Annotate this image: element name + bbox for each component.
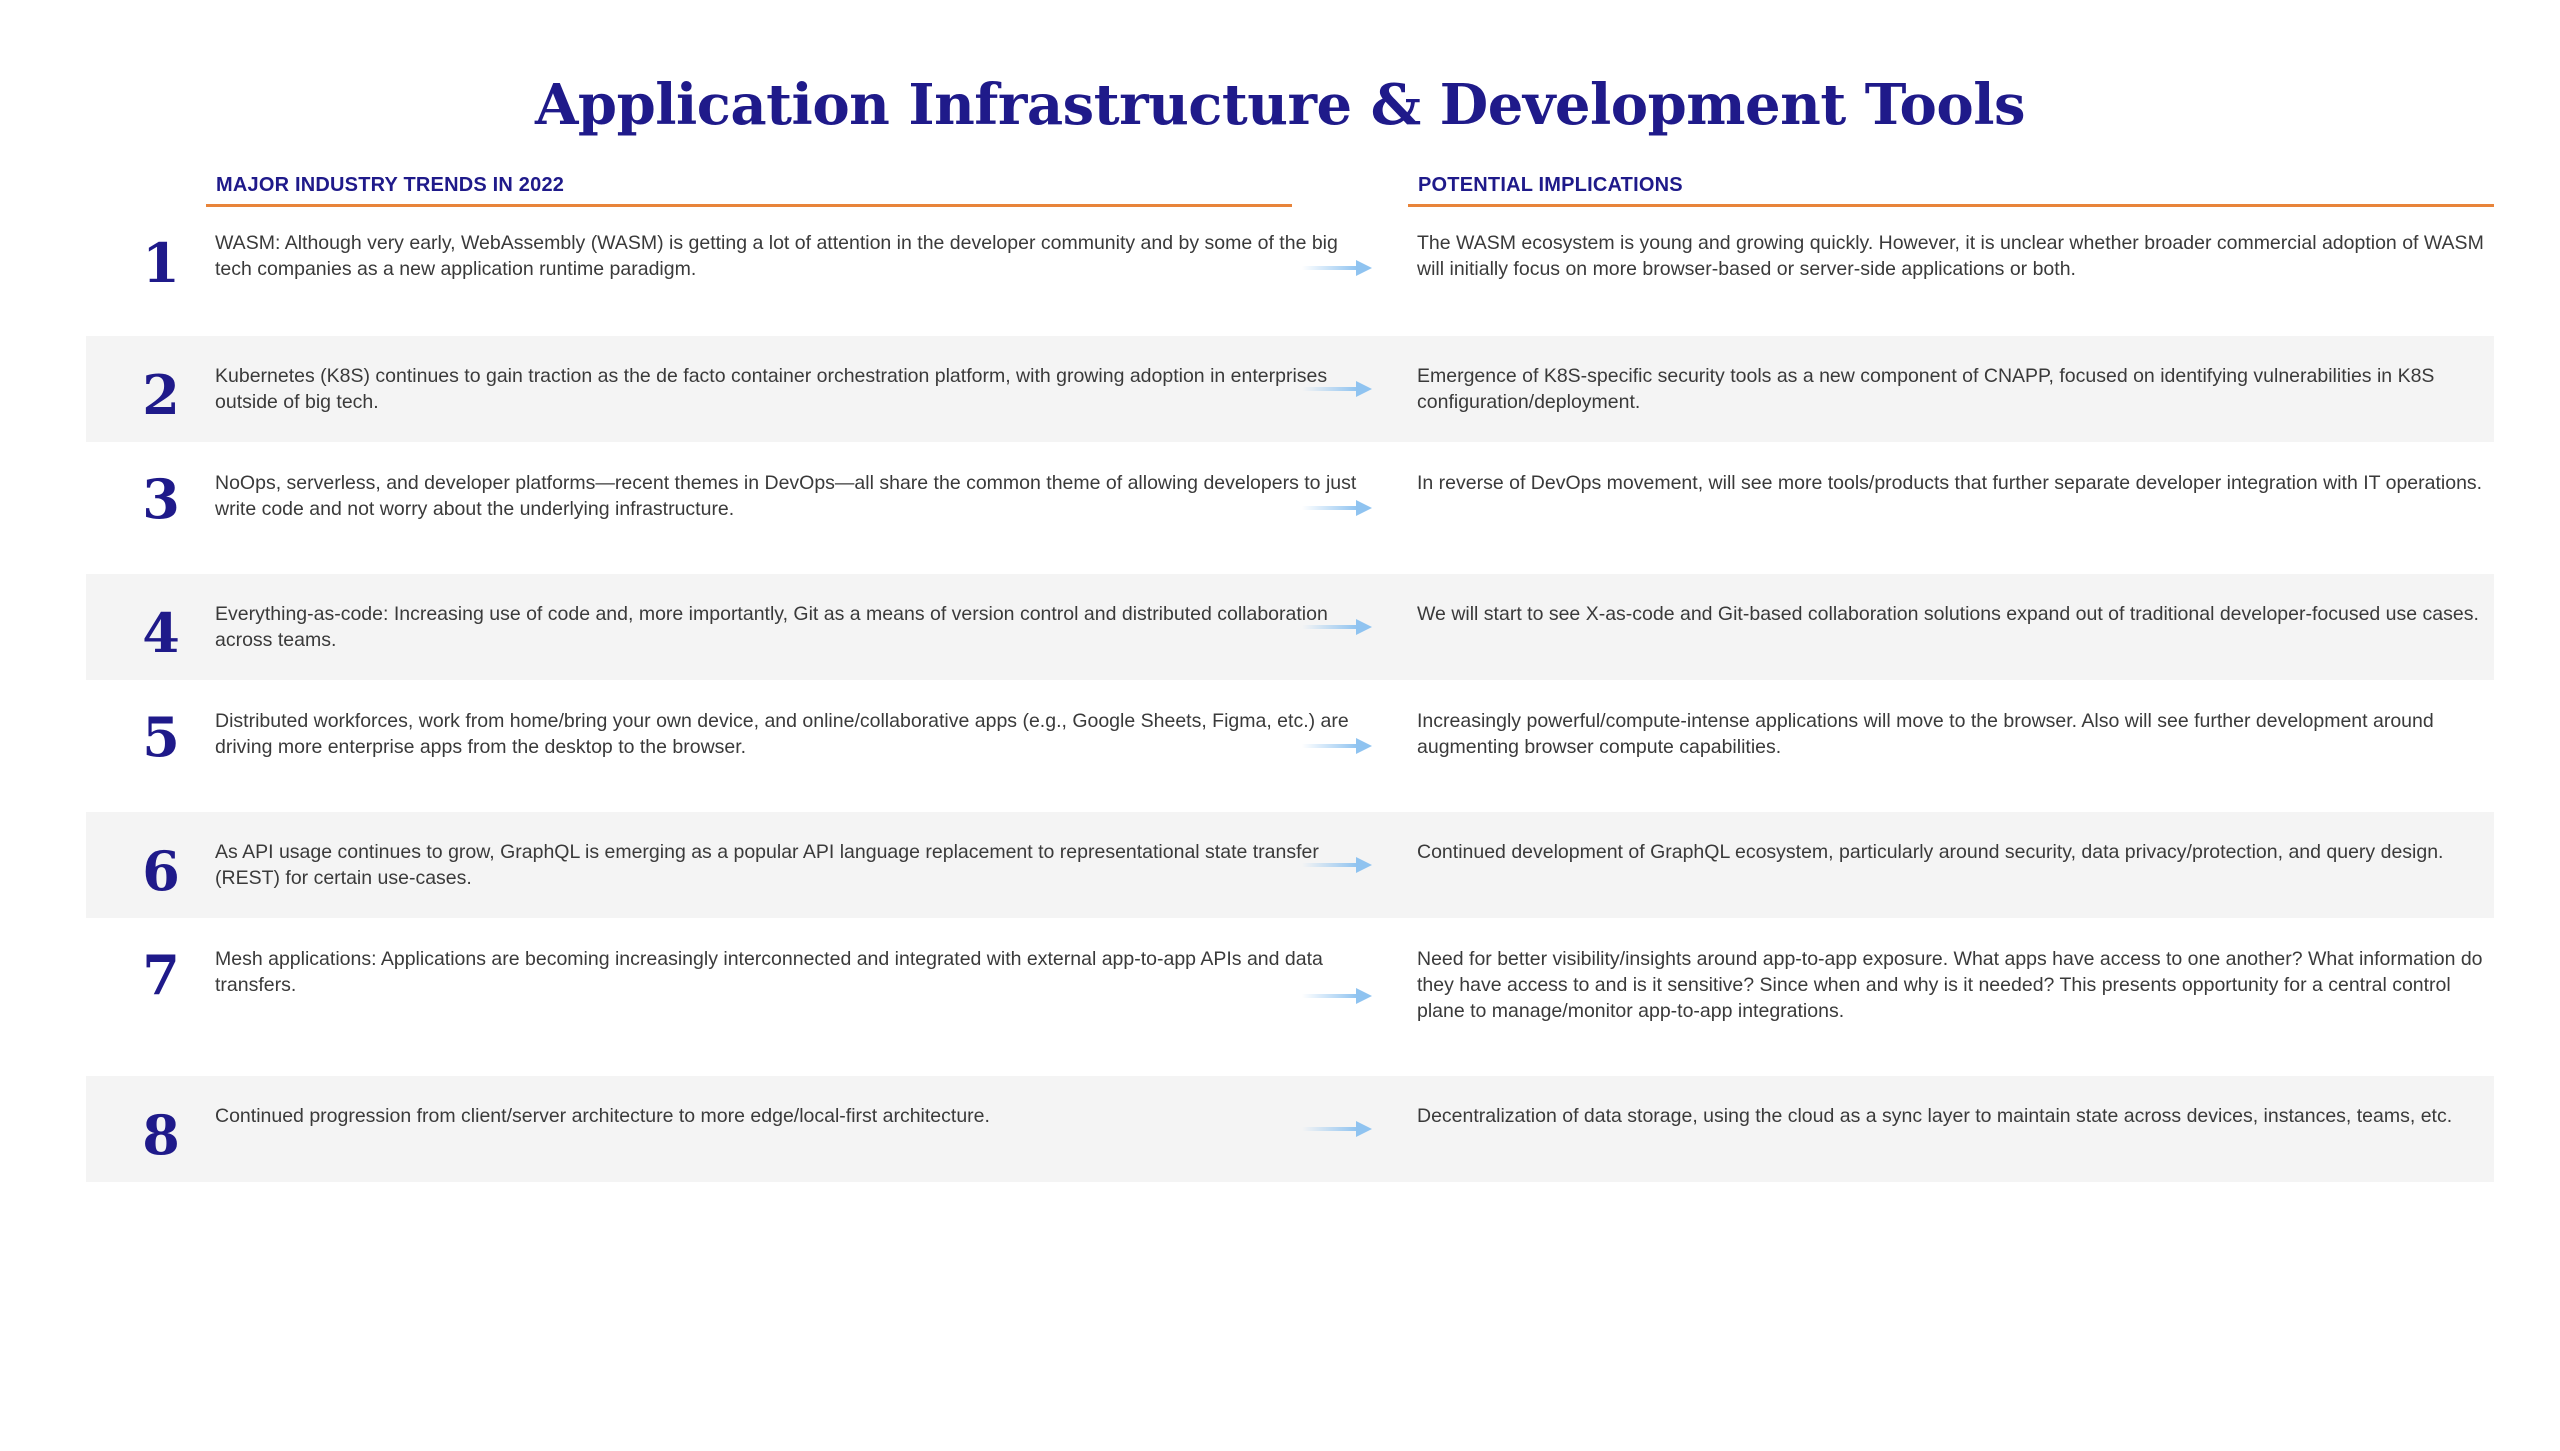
row-number: 8: [142, 1103, 180, 1167]
row-number: 7: [142, 943, 180, 1007]
trend-row: [86, 680, 2494, 812]
trend-row: [86, 574, 2494, 680]
arrow-right-icon: [1302, 1119, 1374, 1139]
row-number: 3: [142, 467, 180, 531]
implication-text: Continued development of GraphQL ecosystem, particularly around security, data privacy/protection, and query design.: [1417, 841, 2444, 863]
trend-row: [86, 336, 2494, 442]
implication-text: The WASM ecosystem is young and growing quickly. However, it is unclear whether broader commercial adoption of WASM will initially focus on more browser-based or server-side applications or both.: [1417, 232, 2484, 280]
implications-column-header: [1408, 172, 2494, 207]
trend-text: NoOps, serverless, and developer platforms—recent themes in DevOps—all share the common theme of allowing developers to just write code and not worry about the underlying infrastructure.: [215, 472, 1357, 520]
trend-text: Distributed workforces, work from home/bring your own device, and online/collaborative apps (e.g., Google Sheets, Figma, etc.) are driving more enterprise apps from the desktop to the browser.: [215, 710, 1349, 758]
arrow-right-icon: [1302, 498, 1374, 518]
arrow-right-icon: [1302, 379, 1374, 399]
trend-row: [86, 918, 2494, 1076]
row-number: 4: [142, 601, 180, 665]
implication-text: Emergence of K8S-specific security tools as a new component of CNAPP, focused on identifying vulnerabilities in K8S configuration/deployment.: [1417, 365, 2435, 413]
trends-column-header: [206, 172, 1292, 207]
arrow-right-icon: [1302, 986, 1374, 1006]
trend-text: WASM: Although very early, WebAssembly (WASM) is getting a lot of attention in the developer community and by some of the big tech companies as a new application runtime paradigm.: [215, 232, 1338, 280]
trend-text: Kubernetes (K8S) continues to gain traction as the de facto container orchestration platform, with growing adoption in enterprises outside of big tech.: [215, 365, 1328, 413]
trend-row: [86, 442, 2494, 574]
implication-text: Increasingly powerful/compute-intense applications will move to the browser. Also will see further development around augmenting browser compute capabilities.: [1417, 710, 2434, 758]
trend-text: Mesh applications: Applications are becoming increasingly interconnected and integrated with external app-to-app APIs and data transfers.: [215, 948, 1323, 996]
arrow-right-icon: [1302, 258, 1374, 278]
arrow-right-icon: [1302, 855, 1374, 875]
row-number: 6: [142, 839, 180, 903]
row-number: 5: [142, 705, 180, 769]
trend-text: Continued progression from client/server architecture to more edge/local-first architecture.: [215, 1105, 990, 1127]
trends-table: [86, 218, 2494, 1182]
trend-row: [86, 1076, 2494, 1182]
trend-row: [86, 218, 2494, 336]
row-number: 2: [142, 363, 180, 427]
implications-header-label: POTENTIAL IMPLICATIONS: [1418, 174, 1683, 196]
row-number: 1: [142, 231, 180, 295]
arrow-right-icon: [1302, 617, 1374, 637]
trend-text: As API usage continues to grow, GraphQL is emerging as a popular API language replacement to representational state transfer (REST) for certain use-cases.: [215, 841, 1319, 889]
implication-text: Decentralization of data storage, using the cloud as a sync layer to maintain state across devices, instances, teams, etc.: [1417, 1105, 2453, 1127]
trend-row: [86, 812, 2494, 918]
trend-text: Everything-as-code: Increasing use of code and, more importantly, Git as a means of version control and distributed collaboration across teams.: [215, 603, 1328, 651]
trends-header-label: MAJOR INDUSTRY TRENDS IN 2022: [216, 174, 565, 196]
page-title: Application Infrastructure & Development Tools: [534, 72, 2025, 138]
implication-text: Need for better visibility/insights around app-to-app exposure. What apps have access to one another? What information do they have access to and is it sensitive? Since when and why is it needed? This presents opportunity for a central control plane to manage/monitor app-to-app integrations.: [1417, 948, 2483, 1022]
implication-text: In reverse of DevOps movement, will see more tools/products that further separate developer integration with IT operations.: [1417, 472, 2483, 494]
implication-text: We will start to see X-as-code and Git-based collaboration solutions expand out of traditional developer-focused use cases.: [1417, 603, 2479, 625]
arrow-right-icon: [1302, 736, 1374, 756]
